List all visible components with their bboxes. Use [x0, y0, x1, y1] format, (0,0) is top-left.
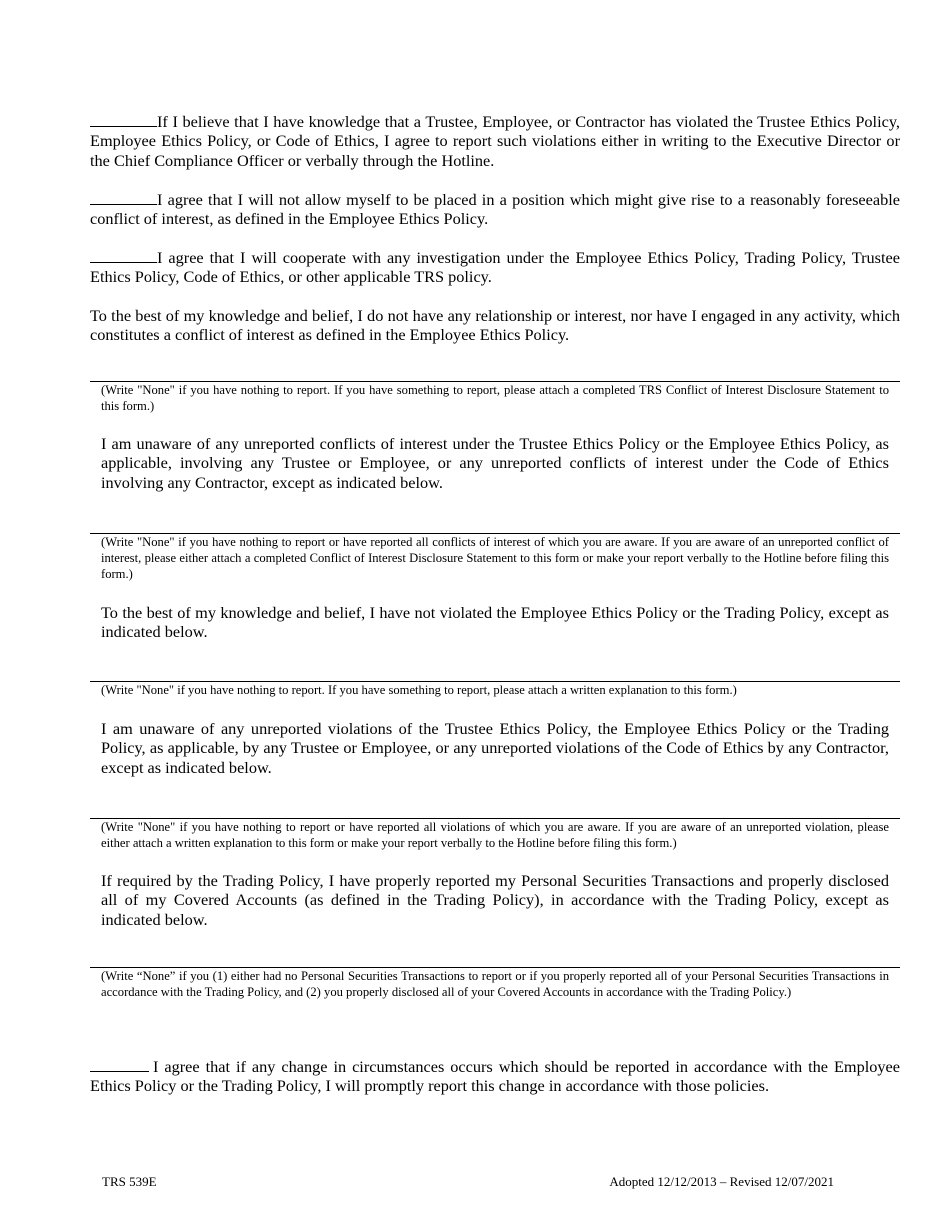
agreement-text: If I believe that I have knowledge that a Trustee, Employee, or Contractor has violated the Trustee Ethics Policy, Employee Ethics Policy, or Code of Ethics, I agree to report such violations either in writing to the Executive Director or the Chief Compliance Officer or verbally through the Hotline.	[90, 112, 900, 170]
revision-date: Adopted 12/12/2013 – Revised 12/07/2021	[609, 1174, 834, 1189]
instruction-note: (Write "None" if you have nothing to report or have reported all violations of which you are aware. If you are aware of an unreported violation, please either attach a written explanation to this form or make your report verbally to the Hotline before filing this form.)	[101, 820, 889, 851]
agreement-report-violations	[90, 112, 900, 170]
statement: If required by the Trading Policy, I have properly reported my Personal Securities Transactions and properly disclosed all of my Covered Accounts (as defined in the Trading Policy), in accordance with the Trading Policy, except as indicated below.	[101, 871, 889, 929]
initials-blank[interactable]	[90, 112, 157, 127]
instruction-note: (Write "None" if you have nothing to report. If you have something to report, please attach a completed TRS Conflict of Interest Disclosure Statement to this form.)	[101, 383, 889, 414]
agreement-text: I agree that I will not allow myself to be placed in a position which might give rise to a reasonably foreseeable conflict of interest, as defined in the Employee Ethics Policy.	[90, 190, 900, 229]
initials-blank[interactable]	[90, 248, 157, 263]
agreement-no-conflict	[90, 190, 900, 229]
instruction-note: (Write "None" if you have nothing to report or have reported all conflicts of interest of which you are aware. If you are aware of an unreported conflict of interest, please either attach a completed Conflict of Interest Disclosure Statement to this form or make your report verbally to the Hotline before filing this form.)	[101, 535, 889, 582]
agreement-text: I agree that I will cooperate with any investigation under the Employee Ethics Policy, Trading Policy, Trustee Ethics Policy, Code of Ethics, or other applicable TRS policy.	[90, 248, 900, 287]
agreement-text: I agree that if any change in circumstances occurs which should be reported in accordance with the Employee Ethics Policy or the Trading Policy, I will promptly report this change in accordance with those policies.	[90, 1057, 900, 1096]
form-id: TRS 539E	[102, 1174, 157, 1189]
instruction-note: (Write “None” if you (1) either had no Personal Securities Transactions to report or if you properly reported all of your Personal Securities Transactions in accordance with the Trading Policy, and (2) you properly disclosed all of your Covered Accounts in accordance with the Trading Policy.)	[101, 969, 889, 1000]
agreement-report-changes	[90, 1057, 900, 1096]
initials-blank[interactable]	[90, 190, 157, 205]
initials-blank[interactable]	[90, 1057, 149, 1072]
conflict-statement: To the best of my knowledge and belief, I do not have any relationship or interest, nor have I engaged in any activity, which constitutes a conflict of interest as defined in the Employee Ethics Policy.	[90, 306, 900, 345]
statement: I am unaware of any unreported violations of the Trustee Ethics Policy, the Employee Ethics Policy or the Trading Policy, as applicable, by any Trustee or Employee, or any unreported violations of the Code of Ethics by any Contractor, except as indicated below.	[101, 719, 889, 777]
instruction-note: (Write "None" if you have nothing to report. If you have something to report, please attach a written explanation to this form.)	[101, 683, 737, 697]
statement: To the best of my knowledge and belief, I have not violated the Employee Ethics Policy or the Trading Policy, except as indicated below.	[101, 603, 889, 642]
statement: I am unaware of any unreported conflicts of interest under the Trustee Ethics Policy or the Employee Ethics Policy, as applicable, involving any Trustee or Employee, or any unreported conflicts of interest under the Code of Ethics involving any Contractor, except as indicated below.	[101, 434, 889, 492]
agreement-cooperate	[90, 248, 900, 287]
